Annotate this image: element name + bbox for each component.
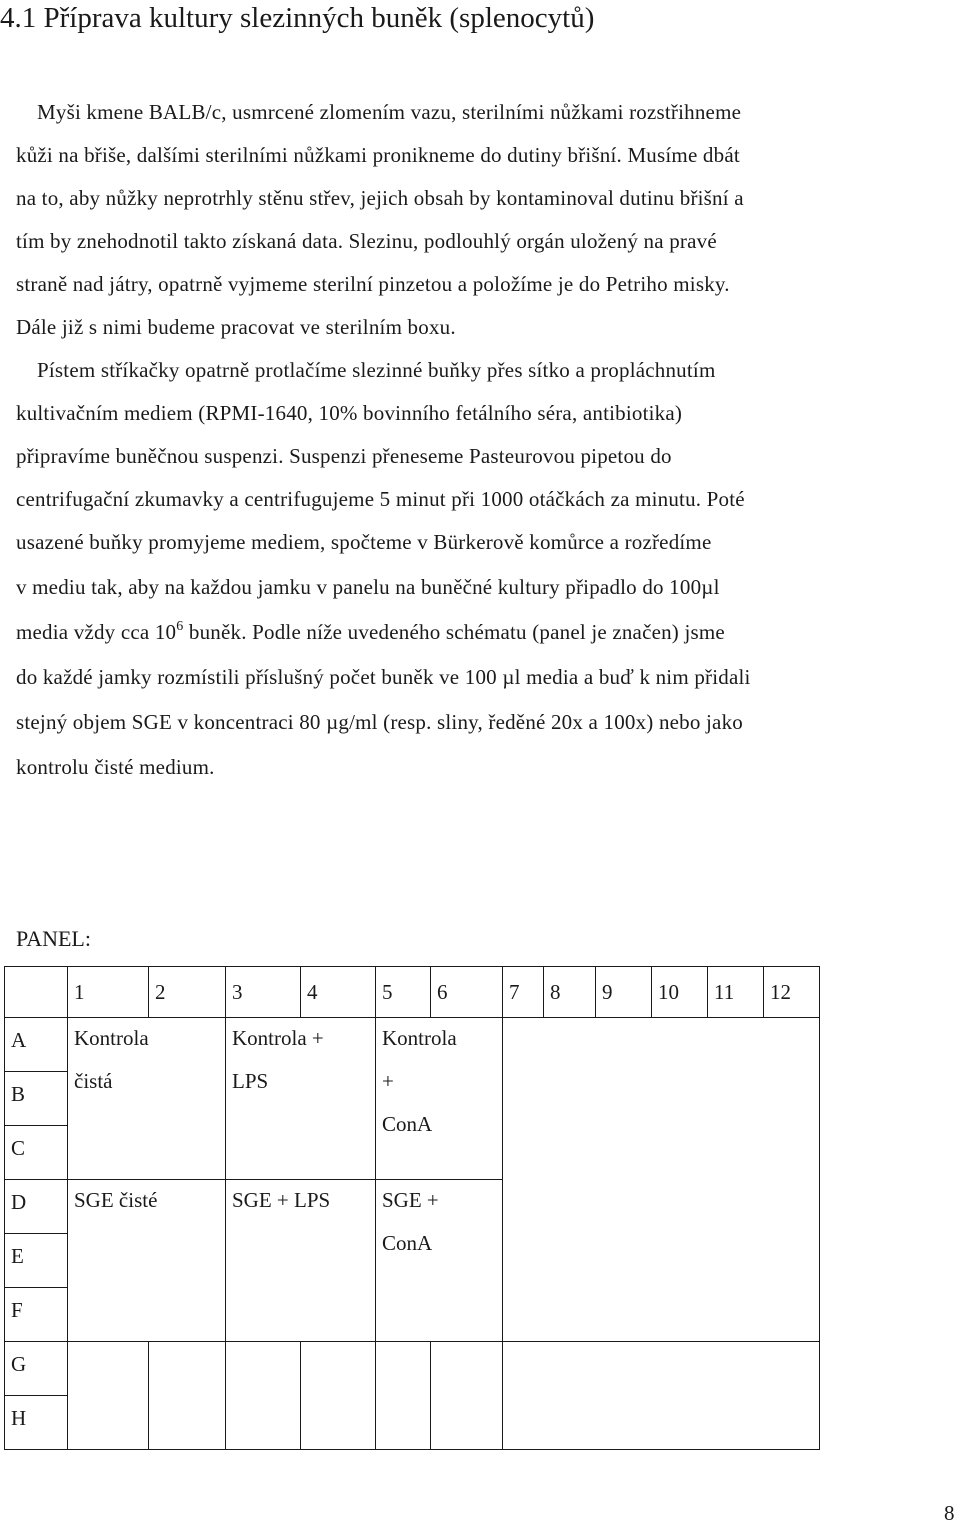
plate-layout-table [4,966,820,1450]
empty-wells [503,1342,820,1450]
empty-wells [503,1018,820,1342]
row-label: E [5,1234,68,1288]
text-line: tím by znehodnotil takto získaná data. Slezinu, podlouhlý orgán uložený na pravé [16,229,717,253]
group-text: ConA [382,1231,433,1255]
group-text: čistá [74,1069,113,1093]
row-label: C [5,1126,68,1180]
well-cell [226,1342,301,1450]
well-cell [376,1342,431,1450]
well-cell [301,1342,376,1450]
group-text: Kontrola + [232,1026,324,1050]
page-number: 8 [944,1501,955,1525]
group-text: SGE čisté [74,1188,158,1212]
section-heading: 4.1 Příprava kultury slezinných buněk (splenocytů) [0,2,595,34]
text-fragment: buněk. Podle níže uvedeného schématu (panel je značen) jsme [183,620,725,644]
well-cell [431,1342,503,1450]
text-line: centrifugační zkumavky a centrifugujeme 5 minut při 1000 otáčkách za minutu. Poté [16,487,745,511]
column-header: 7 [503,967,544,1018]
row-label: D [5,1180,68,1234]
exponent: 6 [176,619,184,634]
well-cell [68,1342,149,1450]
text-line: kultivačním mediem (RPMI-1640, 10% bovinního fetálního séra, antibiotika) [16,401,683,425]
table-row [5,1342,820,1396]
text-line: kontrolu čisté medium. [16,755,215,779]
text-line: straně nad játry, opatrně vyjmeme sterilní pinzetou a položíme je do Petriho misky. [16,272,730,296]
column-header: 5 [376,967,431,1018]
column-header: 6 [431,967,503,1018]
group-sge-lps [226,1180,376,1342]
column-header: 11 [708,967,764,1018]
column-header: 1 [68,967,149,1018]
text-line: stejný objem SGE v koncentraci 80 µg/ml (resp. sliny, ředěné 20x a 100x) nebo jako [16,710,743,734]
group-sge-cona [376,1180,503,1342]
panel-label: PANEL: [16,926,91,951]
row-label: B [5,1072,68,1126]
column-header: 3 [226,967,301,1018]
group-text: SGE + [382,1188,439,1212]
column-header: 9 [596,967,652,1018]
column-header: 2 [149,967,226,1018]
text-line: kůži na břiše, dalšími sterilními nůžkami pronikneme do dutiny břišní. Musíme dbát [16,143,740,167]
row-label: A [5,1018,68,1072]
text-line: Pístem stříkačky opatrně protlačíme slezinné buňky přes sítko a propláchnutím [37,358,716,382]
text-line: usazené buňky promyjeme mediem, spočteme v Bürkerově komůrce a rozředíme [16,530,712,554]
text-fragment: media vždy cca 10 [16,620,177,644]
group-text: ConA [382,1112,433,1136]
group-text: SGE + LPS [232,1188,331,1212]
group-text: LPS [232,1069,269,1093]
column-header: 8 [544,967,596,1018]
column-header: 10 [652,967,708,1018]
group-sge-pure [68,1180,226,1342]
group-control-lps [226,1018,376,1180]
group-text: Kontrola [382,1026,457,1050]
text-line [16,619,725,645]
group-text: + [382,1069,394,1093]
row-label: F [5,1288,68,1342]
column-header: 12 [764,967,820,1018]
well-cell [149,1342,226,1450]
text-line: na to, aby nůžky neprotrhly stěnu střev, jejich obsah by kontaminoval dutinu břišní a [16,186,744,210]
text-line: připravíme buněčnou suspenzi. Suspenzi přeneseme Pasteurovou pipetou do [16,444,672,468]
text-line: Dále již s nimi budeme pracovat ve sterilním boxu. [16,315,456,339]
row-label: G [5,1342,68,1396]
group-control-pure [68,1018,226,1180]
row-label: H [5,1396,68,1450]
text-line: v mediu tak, aby na každou jamku v panelu na buněčné kultury připadlo do 100µl [16,575,720,599]
column-header-row [5,967,820,1018]
table-row [5,1018,820,1072]
corner-cell [5,967,68,1018]
group-control-cona [376,1018,503,1180]
column-header: 4 [301,967,376,1018]
group-text: Kontrola [74,1026,149,1050]
text-line: Myši kmene BALB/c, usmrcené zlomením vazu, sterilními nůžkami rozstřihneme [37,100,742,124]
text-line: do každé jamky rozmístili příslušný počet buněk ve 100 µl media a buď k nim přidali [16,665,751,689]
